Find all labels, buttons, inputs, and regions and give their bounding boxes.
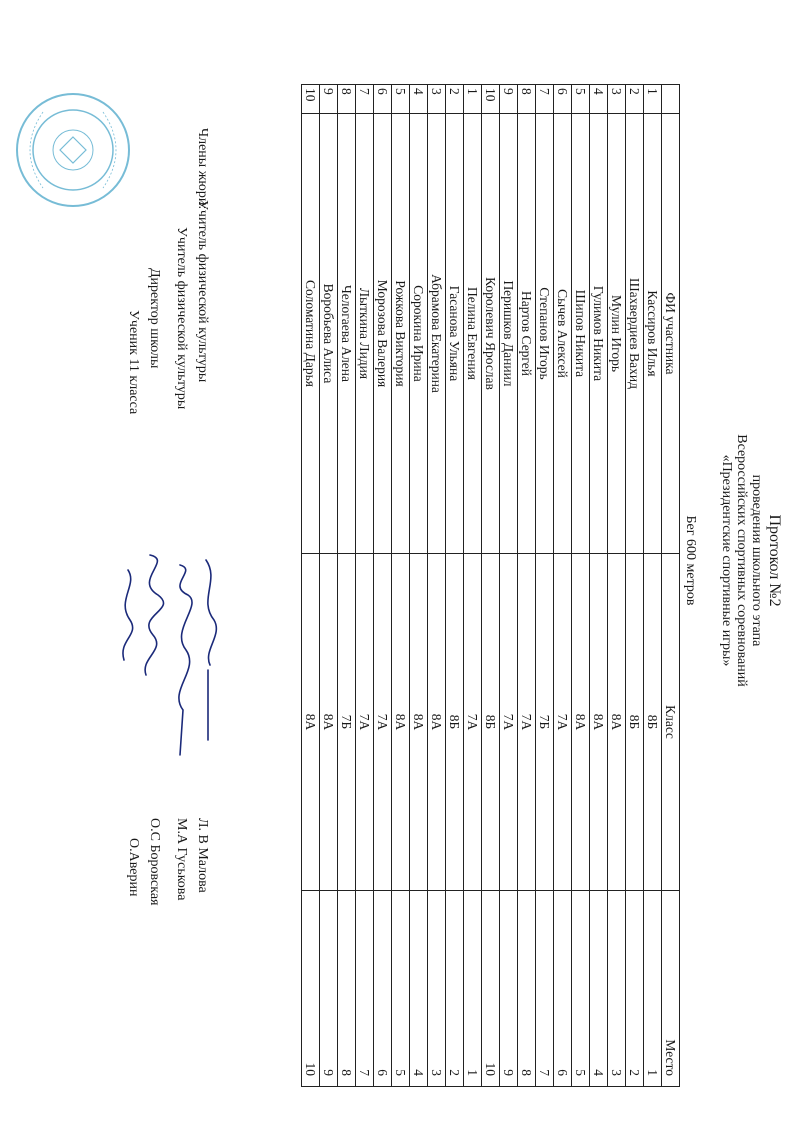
row-number: 6 (554, 85, 572, 114)
document-subtitle-line-1: проведения школьного этапа (749, 474, 764, 647)
table-row (338, 85, 356, 1087)
header-cell-place: Место (662, 891, 680, 1087)
row-number: 3 (428, 85, 446, 114)
table-row (410, 85, 428, 1087)
row-number: 10 (482, 85, 500, 114)
table-row (482, 85, 500, 1087)
table-row (590, 85, 608, 1087)
participant-place: 9 (500, 891, 518, 1087)
participant-place: 9 (320, 891, 338, 1087)
row-number: 4 (590, 85, 608, 114)
participant-place: 6 (554, 891, 572, 1087)
header-cell-class: Класс (662, 554, 680, 891)
participant-class: 8Б (482, 554, 500, 891)
participant-class: 8А (608, 554, 626, 891)
participant-name: Гулимов Никита (590, 114, 608, 554)
participant-name: Гасанова Ульяна (446, 114, 464, 554)
participant-place: 4 (590, 891, 608, 1087)
participant-class: 8А (392, 554, 410, 891)
participant-name: Сычев Алексей (554, 114, 572, 554)
signatory-title: Директор школы (147, 268, 162, 369)
participant-class: 7А (356, 554, 374, 891)
participant-name: Челогаева Алена (338, 114, 356, 554)
participant-name: Нартов Сергей (518, 114, 536, 554)
participant-name: Мулин Игорь (608, 114, 626, 554)
row-number: 1 (464, 85, 482, 114)
header-cell-number (662, 85, 680, 114)
participant-place: 10 (482, 891, 500, 1087)
row-number: 6 (374, 85, 392, 114)
row-number: 9 (320, 85, 338, 114)
table-row (500, 85, 518, 1087)
participant-name: Морозова Валерия (374, 114, 392, 554)
participant-class: 7А (500, 554, 518, 891)
participant-name: Перишков Даниил (500, 114, 518, 554)
participant-place: 10 (302, 891, 320, 1087)
signatory-name: О.Аверин (126, 838, 141, 897)
participant-place: 1 (644, 891, 662, 1087)
signatory-title: Учитель физической культуры (195, 200, 210, 383)
participant-place: 5 (392, 891, 410, 1087)
participant-class: 8Б (644, 554, 662, 891)
participant-name: Воробьева Алиса (320, 114, 338, 554)
table-row (356, 85, 374, 1087)
row-number: 7 (356, 85, 374, 114)
row-number: 9 (500, 85, 518, 114)
participant-name: Шахвердиев Вахид (626, 114, 644, 554)
table-row (320, 85, 338, 1087)
table-row (626, 85, 644, 1087)
table-row (518, 85, 536, 1087)
participant-place: 3 (428, 891, 446, 1087)
signatory-title: Ученик 11 класса (126, 310, 141, 415)
table-row (446, 85, 464, 1087)
participant-place: 8 (338, 891, 356, 1087)
row-number: 4 (410, 85, 428, 114)
results-table-body (302, 85, 680, 1087)
participant-name: Пелина Евгения (464, 114, 482, 554)
table-row (374, 85, 392, 1087)
participant-place: 2 (446, 891, 464, 1087)
participant-name: Лыткина Лидия (356, 114, 374, 554)
participant-place: 2 (626, 891, 644, 1087)
participant-name: Степанов Игорь (536, 114, 554, 554)
signatory-name: М.А Гуськова (174, 818, 189, 901)
row-number: 3 (608, 85, 626, 114)
row-number: 2 (626, 85, 644, 114)
table-row (644, 85, 662, 1087)
signatory-name: Л. В Малова (195, 818, 210, 893)
row-number: 2 (446, 85, 464, 114)
participant-class: 7А (554, 554, 572, 891)
document-subtitle-line-3: «Президентские спортивные игры» (719, 454, 734, 667)
participant-class: 8Б (446, 554, 464, 891)
results-table (301, 84, 680, 1087)
participant-class: 7Б (536, 554, 554, 891)
row-number: 5 (572, 85, 590, 114)
table-row (428, 85, 446, 1087)
document-title: Протокол №2 (766, 514, 783, 607)
participant-class: 7А (464, 554, 482, 891)
row-number: 10 (302, 85, 320, 114)
participant-place: 7 (536, 891, 554, 1087)
participant-place: 8 (518, 891, 536, 1087)
table-row (554, 85, 572, 1087)
participant-place: 7 (356, 891, 374, 1087)
signatory-name: О.С Боровская (147, 818, 162, 906)
participant-class: 8А (590, 554, 608, 891)
document-subtitle-line-2: Всероссийских спортивных соревнований (734, 434, 749, 687)
participant-class: 7Б (338, 554, 356, 891)
row-number: 7 (536, 85, 554, 114)
participant-class: 8А (572, 554, 590, 891)
participant-name: Королевич Ярослав (482, 114, 500, 554)
handwritten-signatures (113, 540, 228, 790)
row-number: 1 (644, 85, 662, 114)
participant-name: Рожкова Виктория (392, 114, 410, 554)
table-row (392, 85, 410, 1087)
participant-place: 5 (572, 891, 590, 1087)
participant-class: 8А (302, 554, 320, 891)
participant-place: 1 (464, 891, 482, 1087)
participant-place: 6 (374, 891, 392, 1087)
event-name: Бег 600 метров (683, 515, 698, 606)
participant-place: 3 (608, 891, 626, 1087)
table-row (464, 85, 482, 1087)
participant-class: 8А (428, 554, 446, 891)
table-header-row (662, 85, 680, 1087)
table-row (572, 85, 590, 1087)
school-stamp (13, 90, 133, 210)
participant-class: 7А (518, 554, 536, 891)
signatory-title: Учитель физической культуры (174, 227, 189, 410)
participant-name: Сорокина Ирина (410, 114, 428, 554)
participant-class: 7А (374, 554, 392, 891)
participant-name: Кассиров Илья (644, 114, 662, 554)
jury-label: Члены жюри: (195, 128, 210, 210)
row-number: 5 (392, 85, 410, 114)
participant-name: Соломатина Дарья (302, 114, 320, 554)
participant-class: 8А (410, 554, 428, 891)
table-row (302, 85, 320, 1087)
table-row (608, 85, 626, 1087)
row-number: 8 (338, 85, 356, 114)
table-row (536, 85, 554, 1087)
row-number: 8 (518, 85, 536, 114)
header-cell-name: ФИ участника (662, 114, 680, 554)
participant-place: 4 (410, 891, 428, 1087)
participant-class: 8Б (626, 554, 644, 891)
participant-class: 8А (320, 554, 338, 891)
participant-name: Абрамова Екатерина (428, 114, 446, 554)
participant-name: Шипов Никита (572, 114, 590, 554)
